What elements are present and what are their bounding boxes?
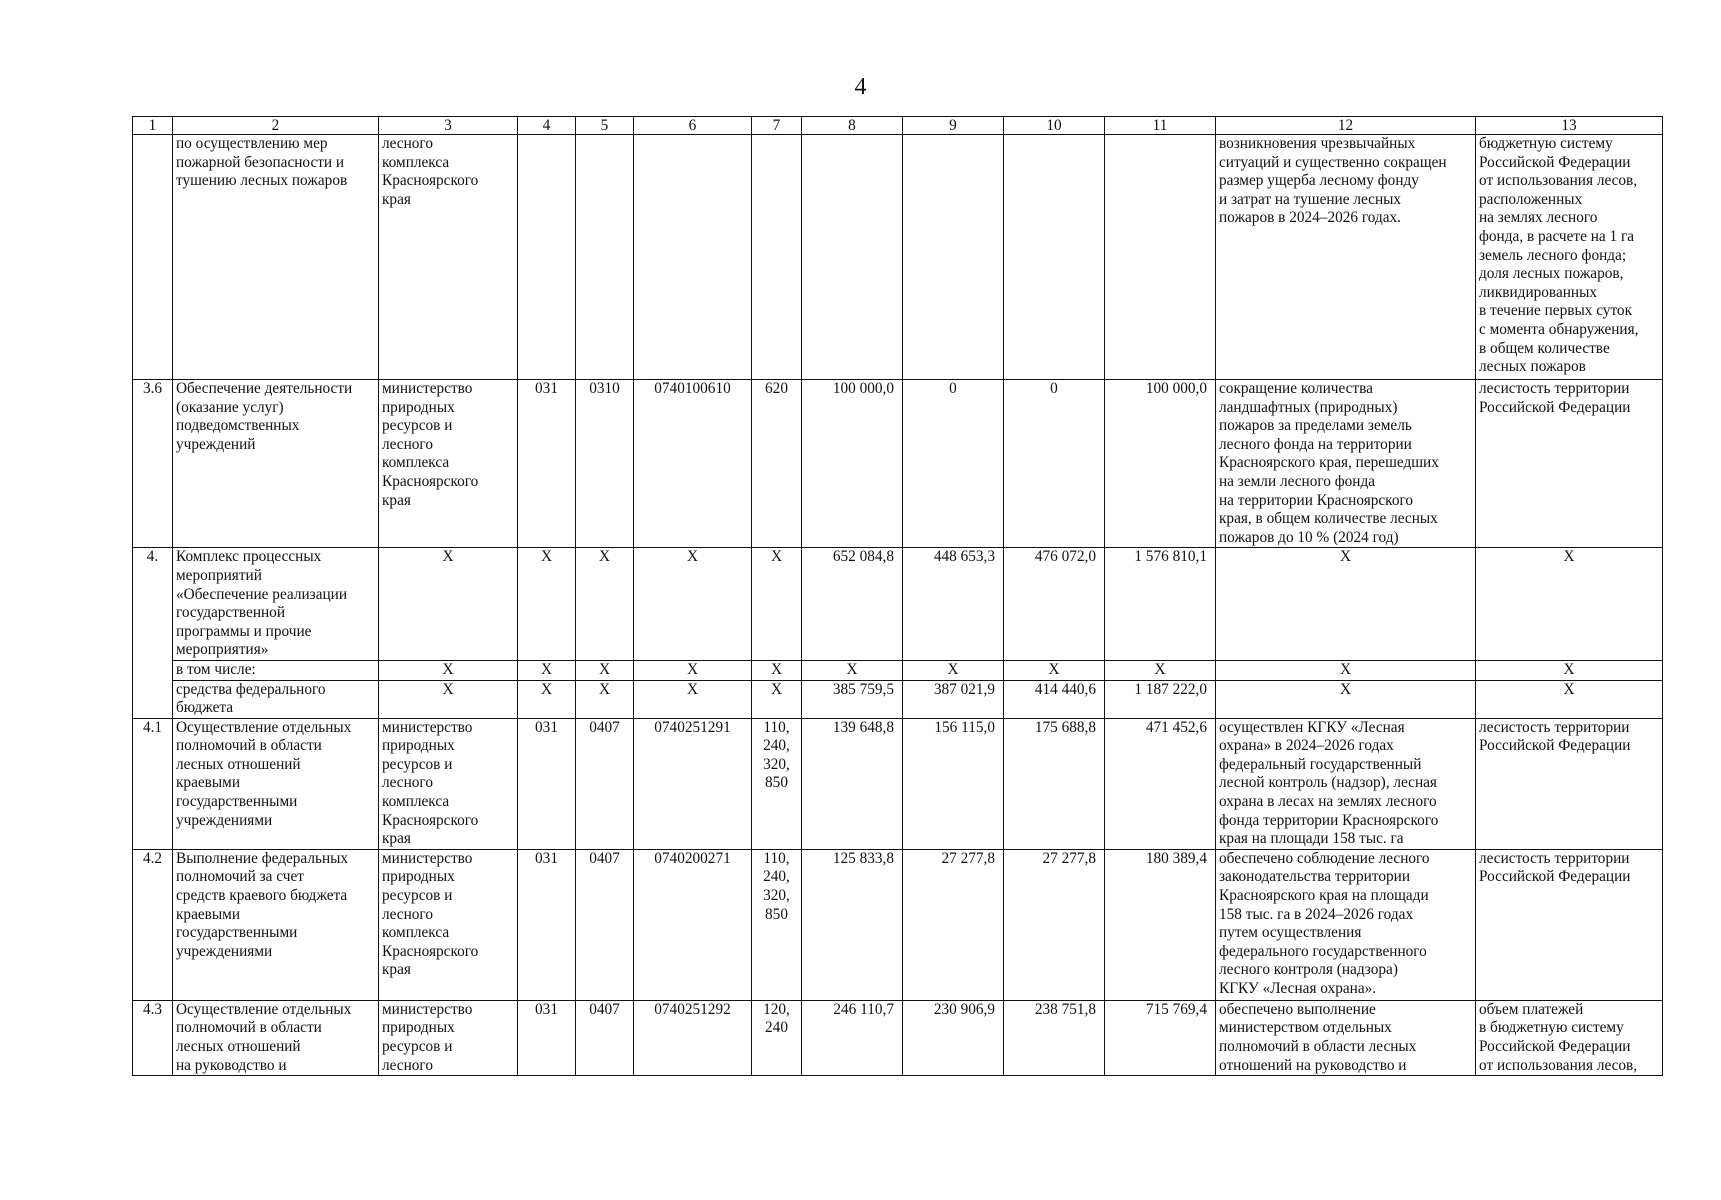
col-header: 7 [752, 117, 802, 135]
col-header: 9 [903, 117, 1004, 135]
col-header: 10 [1004, 117, 1105, 135]
cell-total: 100 000,0 [1105, 380, 1216, 548]
table-row-4-federal-budget [133, 680, 1663, 718]
cell-total: 1 576 810,1 [1105, 548, 1216, 661]
table-row-continuation [133, 135, 1663, 380]
col-header: 5 [576, 117, 634, 135]
cell-x-mark: Х [1216, 680, 1476, 718]
cell-indicator: лесистость территории Российской Федерации [1476, 718, 1663, 849]
cell-measure-name: в том числе: [173, 660, 379, 680]
cell-year-2025: 387 021,9 [903, 680, 1004, 718]
cell-result: обеспечено выполнение министерством отдельных полномочий в области лесных отношений на руководство и [1216, 1000, 1476, 1075]
cell-x-mark: Х [1216, 660, 1476, 680]
cell-x-mark: Х [576, 680, 634, 718]
cell-vr: 620 [752, 380, 802, 548]
cell-x-mark: Х [576, 548, 634, 661]
cell-measure-name: средства федерального бюджета [173, 680, 379, 718]
cell-year-2025: 27 277,8 [903, 849, 1004, 1000]
cell-vr: 110, 240, 320, 850 [752, 849, 802, 1000]
cell-year-2024: 139 648,8 [802, 718, 903, 849]
cell-year-2026: 175 688,8 [1004, 718, 1105, 849]
cell-total: 180 389,4 [1105, 849, 1216, 1000]
cell-x-mark: Х [1216, 548, 1476, 661]
cell-total: 471 452,6 [1105, 718, 1216, 849]
cell-x-mark: Х [518, 680, 576, 718]
cell-year-2024: 246 110,7 [802, 1000, 903, 1075]
cell-number: 4.2 [133, 849, 173, 1000]
cell-x-mark: Х [518, 660, 576, 680]
cell-responsible: министерство природных ресурсов и лесного [379, 1000, 518, 1075]
cell-number: 4. [133, 548, 173, 718]
cell-grbs: 031 [518, 380, 576, 548]
cell-csr: 0740251292 [634, 1000, 752, 1075]
cell-csr: 0740100610 [634, 380, 752, 548]
cell-year-2026: 476 072,0 [1004, 548, 1105, 661]
cell-indicator: лесистость территории Российской Федерации [1476, 380, 1663, 548]
cell-indicator: бюджетную систему Российской Федерации от использования лесов, расположенных на землях лесного фонда, в расчете на 1 га земель лесного фонда; доля лесных пожаров, ликвидированных в течение первых суток с момента обнаружения, в общем количестве лесных пожаров [1476, 135, 1663, 380]
cell-year-2025: 448 653,3 [903, 548, 1004, 661]
cell-rzpr: 0407 [576, 1000, 634, 1075]
cell-x-mark: Х [634, 548, 752, 661]
cell-responsible: министерство природных ресурсов и лесного комплекса Красноярского края [379, 718, 518, 849]
cell-x-mark: Х [518, 548, 576, 661]
table-row-3-6 [133, 380, 1663, 548]
cell-x-mark: Х [1476, 548, 1663, 661]
cell-year-2024: 125 833,8 [802, 849, 903, 1000]
cell-rzpr: 0310 [576, 380, 634, 548]
cell-vr: 110, 240, 320, 850 [752, 718, 802, 849]
col-header: 4 [518, 117, 576, 135]
cell-number: 4.1 [133, 718, 173, 849]
cell-x-mark: Х [634, 660, 752, 680]
table-row-4 [133, 548, 1663, 661]
cell-csr: 0740251291 [634, 718, 752, 849]
col-header: 13 [1476, 117, 1663, 135]
cell-total: 715 769,4 [1105, 1000, 1216, 1075]
col-header: 11 [1105, 117, 1216, 135]
cell-number: 3.6 [133, 380, 173, 548]
cell-grbs: 031 [518, 849, 576, 1000]
table-row-4-2 [133, 849, 1663, 1000]
col-header: 1 [133, 117, 173, 135]
cell-grbs: 031 [518, 718, 576, 849]
cell-result: обеспечено соблюдение лесного законодательства территории Красноярского края на площади 158 тыс. га в 2024–2026 годах путем осуществления федерального государственного лесного контроля (надзора) КГКУ «Лесная охрана». [1216, 849, 1476, 1000]
cell-year-2024: 652 084,8 [802, 548, 903, 661]
cell-x-mark: Х [634, 680, 752, 718]
cell-measure-name: по осуществлению мер пожарной безопасности и тушению лесных пожаров [173, 135, 379, 380]
page-number: 4 [854, 74, 867, 100]
cell-responsible: министерство природных ресурсов и лесного комплекса Красноярского края [379, 380, 518, 548]
cell-rzpr: 0407 [576, 718, 634, 849]
cell-year-2024: 100 000,0 [802, 380, 903, 548]
cell-result: осуществлен КГКУ «Лесная охрана» в 2024–2026 годах федеральный государственный лесной контроль (надзор), лесная охрана в лесах на землях лесного фонда территории Красноярского края на площади 158 тыс. га [1216, 718, 1476, 849]
col-header: 8 [802, 117, 903, 135]
program-table [132, 116, 1663, 1076]
cell-responsible: министерство природных ресурсов и лесного комплекса Красноярского края [379, 849, 518, 1000]
cell-total: 1 187 222,0 [1105, 680, 1216, 718]
cell-year-2025: 0 [903, 380, 1004, 548]
cell-csr: 0740200271 [634, 849, 752, 1000]
cell-x-mark: Х [1004, 660, 1105, 680]
col-header: 3 [379, 117, 518, 135]
cell-x-mark: Х [1105, 660, 1216, 680]
cell-x-mark: Х [752, 548, 802, 661]
header-row [133, 117, 1663, 135]
cell-measure-name: Обеспечение деятельности (оказание услуг) подведомственных учреждений [173, 380, 379, 548]
cell-x-mark: Х [379, 548, 518, 661]
cell-x-mark: Х [903, 660, 1004, 680]
cell-year-2026: 0 [1004, 380, 1105, 548]
cell-measure-name: Выполнение федеральных полномочий за счет средств краевого бюджета краевыми государственными учреждениями [173, 849, 379, 1000]
cell-result: возникновения чрезвычайных ситуаций и существенно сокращен размер ущерба лесному фонду и затрат на тушение лесных пожаров в 2024–2026 годах. [1216, 135, 1476, 380]
cell-rzpr: 0407 [576, 849, 634, 1000]
cell-indicator: лесистость территории Российской Федерации [1476, 849, 1663, 1000]
cell-year-2026: 414 440,6 [1004, 680, 1105, 718]
table-row-4-3 [133, 1000, 1663, 1075]
col-header: 2 [173, 117, 379, 135]
cell-result: сокращение количества ландшафтных (природных) пожаров за пределами земель лесного фонда на территории Красноярского края, перешедших на земли лесного фонда на территории Красноярского края, в общем количестве лесных пожаров до 10 % (2024 год) [1216, 380, 1476, 548]
cell-indicator: объем платежей в бюджетную систему Российской Федерации от использования лесов, [1476, 1000, 1663, 1075]
table-row-4-including [133, 660, 1663, 680]
cell-year-2026: 238 751,8 [1004, 1000, 1105, 1075]
table-row-4-1 [133, 718, 1663, 849]
cell-x-mark: Х [1476, 680, 1663, 718]
col-header: 12 [1216, 117, 1476, 135]
cell-measure-name: Комплекс процессных мероприятий «Обеспечение реализации государственной программы и прочие мероприятия» [173, 548, 379, 661]
cell-grbs: 031 [518, 1000, 576, 1075]
cell-year-2026: 27 277,8 [1004, 849, 1105, 1000]
cell-x-mark: Х [802, 660, 903, 680]
cell-year-2025: 156 115,0 [903, 718, 1004, 849]
cell-x-mark: Х [576, 660, 634, 680]
cell-x-mark: Х [379, 660, 518, 680]
cell-measure-name: Осуществление отдельных полномочий в области лесных отношений краевыми государственными учреждениями [173, 718, 379, 849]
cell-responsible: лесного комплекса Красноярского края [379, 135, 518, 380]
col-header: 6 [634, 117, 752, 135]
cell-x-mark: Х [752, 660, 802, 680]
cell-x-mark: Х [1476, 660, 1663, 680]
cell-measure-name: Осуществление отдельных полномочий в области лесных отношений на руководство и [173, 1000, 379, 1075]
cell-x-mark: Х [752, 680, 802, 718]
cell-year-2025: 230 906,9 [903, 1000, 1004, 1075]
cell-vr: 120, 240 [752, 1000, 802, 1075]
cell-number: 4.3 [133, 1000, 173, 1075]
cell-x-mark: Х [379, 680, 518, 718]
cell-year-2024: 385 759,5 [802, 680, 903, 718]
